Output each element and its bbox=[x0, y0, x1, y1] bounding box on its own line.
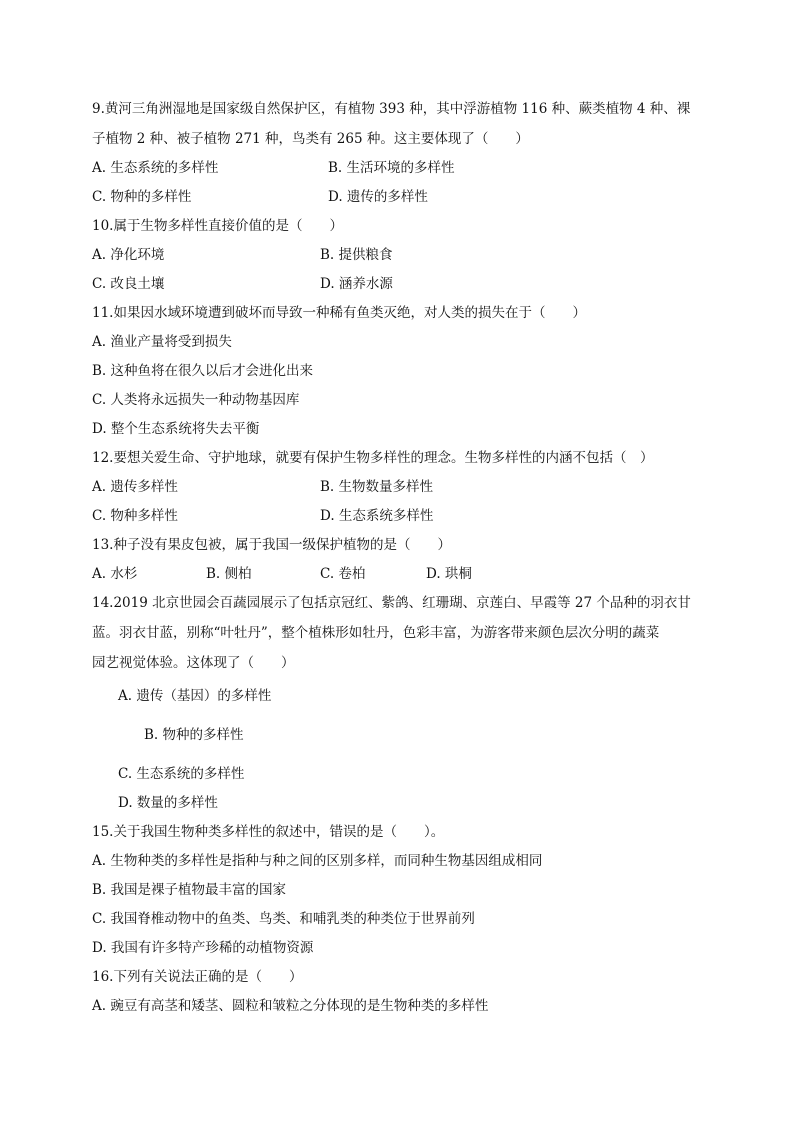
question-9-stem-line1: 9.黄河三角洲湿地是国家级自然保护区，有植物 393 种，其中浮游植物 116 种、蕨类植物 4 种、裸 bbox=[92, 101, 691, 117]
question-9-option-a: A. 生态系统的多样性 bbox=[92, 160, 219, 176]
question-11-option-b: B. 这种鱼将在很久以后才会进化出来 bbox=[92, 363, 314, 379]
question-14-stem-line1: 14.2019 北京世园会百蔬园展示了包括京冠红、紫鸽、红珊瑚、京莲白、早霞等 27 个品种的羽衣甘 bbox=[92, 595, 691, 611]
question-10-option-b: B. 提供粮食 bbox=[320, 247, 393, 263]
question-9-option-b: B. 生活环境的多样性 bbox=[328, 160, 455, 176]
question-16-option-a: A. 豌豆有高茎和矮茎、圆粒和皱粒之分体现的是生物种类的多样性 bbox=[92, 998, 489, 1014]
question-15-option-b: B. 我国是裸子植物最丰富的国家 bbox=[92, 882, 287, 898]
question-13-stem: 13.种子没有果皮包被，属于我国一级保护植物的是（ ） bbox=[92, 537, 451, 553]
question-14-option-a: A. 遗传（基因）的多样性 bbox=[118, 688, 272, 704]
question-9-stem-line2: 子植物 2 种、被子植物 271 种，鸟类有 265 种。这主要体现了（ ） bbox=[92, 131, 529, 147]
question-15-option-c: C. 我国脊椎动物中的鱼类、鸟类、和哺乳类的种类位于世界前列 bbox=[92, 911, 475, 927]
question-13-option-a: A. 水杉 bbox=[92, 566, 138, 582]
question-15-option-d: D. 我国有许多特产珍稀的动植物资源 bbox=[92, 940, 314, 956]
question-15-stem: 15.关于我国生物种类多样性的叙述中，错误的是（ ）。 bbox=[92, 824, 445, 840]
question-12-option-c: C. 物种多样性 bbox=[92, 508, 178, 524]
question-13-option-d: D. 珙桐 bbox=[426, 566, 472, 582]
question-10-option-d: D. 涵养水源 bbox=[320, 276, 393, 292]
question-16-stem: 16.下列有关说法正确的是（ ） bbox=[92, 969, 303, 985]
question-12-option-d: D. 生态系统多样性 bbox=[320, 508, 434, 524]
question-11-option-c: C. 人类将永远损失一种动物基因库 bbox=[92, 392, 300, 408]
question-10-option-c: C. 改良土壤 bbox=[92, 276, 165, 292]
question-14-option-d: D. 数量的多样性 bbox=[118, 795, 218, 811]
question-10-option-a: A. 净化环境 bbox=[92, 247, 165, 263]
question-11-option-d: D. 整个生态系统将失去平衡 bbox=[92, 421, 260, 437]
question-9-option-c: C. 物种的多样性 bbox=[92, 189, 192, 205]
question-14-stem-line3: 园艺视觉体验。这体现了（ ） bbox=[92, 655, 295, 671]
question-15-option-a: A. 生物种类的多样性是指种与种之间的区别多样，而同种生物基因组成相同 bbox=[92, 853, 543, 869]
question-14-stem-line2: 蓝。羽衣甘蓝，别称“叶牡丹”，整个植株形如牡丹，色彩丰富，为游客带来颜色层次分明的蔬菜 bbox=[92, 625, 660, 641]
question-11-option-a: A. 渔业产量将受到损失 bbox=[92, 334, 232, 350]
question-14-option-c: C. 生态系统的多样性 bbox=[118, 766, 245, 782]
question-12-option-a: A. 遗传多样性 bbox=[92, 479, 178, 495]
question-10-stem: 10.属于生物多样性直接价值的是（ ） bbox=[92, 218, 343, 234]
question-14-option-b: B. 物种的多样性 bbox=[144, 727, 244, 743]
question-11-stem: 11.如果因水域环境遭到破坏而导致一种稀有鱼类灭绝，对人类的损失在于（ ） bbox=[92, 305, 586, 321]
question-12-option-b: B. 生物数量多样性 bbox=[320, 479, 434, 495]
question-13-option-c: C. 卷柏 bbox=[320, 566, 366, 582]
question-13-option-b: B. 侧柏 bbox=[206, 566, 252, 582]
question-12-stem: 12.要想关爱生命、守护地球，就要有保护生物多样性的理念。生物多样性的内涵不包括（ ） bbox=[92, 450, 654, 466]
question-9-option-d: D. 遗传的多样性 bbox=[328, 189, 428, 205]
